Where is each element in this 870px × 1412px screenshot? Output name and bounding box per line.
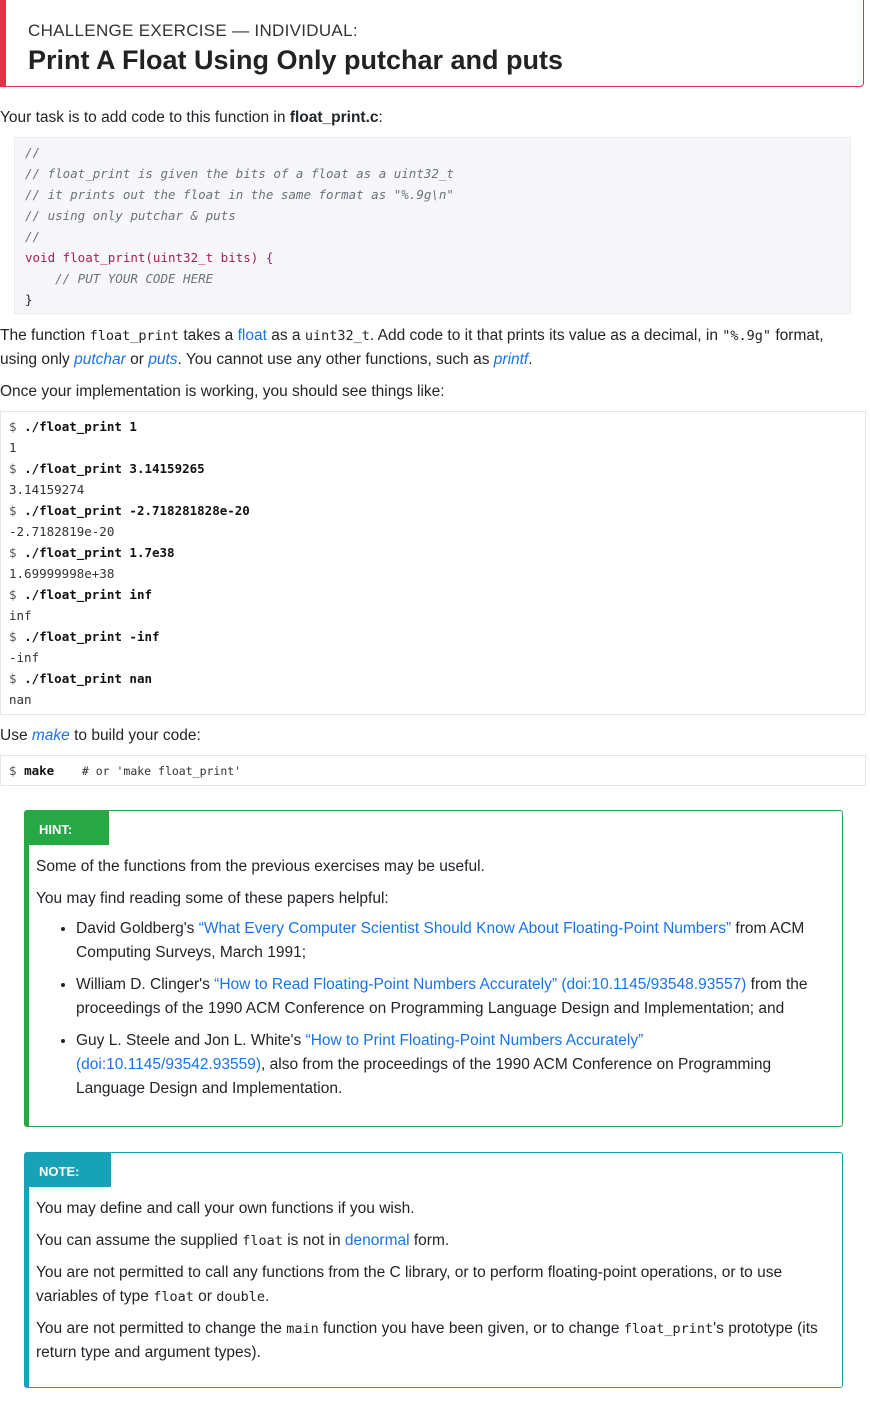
prompt: $ — [9, 545, 25, 560]
text: from ACM Computing Surveys, March 1991; — [76, 920, 805, 961]
prompt: $ — [9, 763, 25, 778]
goldberg-paper-link[interactable]: “What Every Computer Scientist Should Know About Floating-Point Numbers” — [198, 920, 732, 937]
inline-code: main — [286, 1321, 319, 1337]
inline-code: uint32_t — [304, 328, 370, 344]
prompt: $ — [9, 587, 25, 602]
text: form. — [409, 1232, 450, 1249]
text: format, — [771, 327, 824, 344]
printf-link[interactable]: printf — [493, 351, 529, 368]
text: function you have been given, or to change — [318, 1320, 624, 1337]
denormal-link[interactable]: denormal — [344, 1232, 410, 1249]
code-line: // — [25, 229, 41, 244]
paper-list — [36, 917, 836, 1109]
puts-link[interactable]: puts — [148, 351, 178, 368]
text: , also from the proceedings of the 1990 ACM Conference on Programming Language Design and Implementation. — [76, 1056, 772, 1097]
command: ./float_print 1.7e38 — [24, 545, 175, 560]
code-line: // float_print is given the bits of a float as a uint32_t — [25, 166, 454, 181]
intro-text: Your task is to add code to this function in — [0, 109, 290, 126]
text: . You cannot use any other functions, such as — [177, 351, 494, 368]
intro-paragraph — [0, 106, 860, 130]
note-text-3 — [36, 1261, 836, 1309]
text: is not in — [282, 1232, 345, 1249]
text: as a — [266, 327, 305, 344]
text: You are not permitted to call any functions from the C library, or to perform floating-point operations, or to use variables of type — [36, 1264, 783, 1305]
text: takes a — [179, 327, 238, 344]
terminal-output: 1.69999998e+38 — [9, 566, 115, 581]
float-link[interactable]: float — [237, 327, 267, 344]
list-item — [76, 973, 836, 1021]
command: ./float_print -2.718281828e-20 — [24, 503, 250, 518]
description-line-3: Once your implementation is working, you should see things like: — [0, 383, 445, 400]
terminal-output: -inf — [9, 650, 40, 665]
terminal-command-line — [9, 419, 137, 434]
description-line-2 — [0, 348, 860, 372]
steele-white-paper-link[interactable]: “How to Print Floating-Point Numbers Accurately” (doi:10.1145/93542.93559) — [76, 1032, 644, 1073]
note-callout — [24, 1152, 843, 1388]
hint-tag: HINT: — [29, 811, 109, 845]
terminal-command-line — [9, 461, 205, 476]
exercise-header — [0, 0, 864, 87]
inline-code: float_print — [623, 1321, 714, 1337]
terminal-command-line — [9, 545, 175, 560]
command: ./float_print -inf — [24, 629, 160, 644]
command: ./float_print nan — [24, 671, 152, 686]
inline-code: double — [216, 1289, 266, 1305]
prompt: $ — [9, 629, 25, 644]
text: to build your code: — [69, 727, 201, 744]
code-snippet — [14, 137, 851, 314]
terminal-output: 1 — [9, 440, 17, 455]
list-item — [76, 1029, 836, 1101]
code-line: } — [25, 292, 33, 307]
terminal-command-line — [9, 671, 152, 686]
terminal-output: nan — [9, 692, 32, 707]
text: using only — [0, 351, 75, 368]
prompt: $ — [9, 461, 25, 476]
inline-code: float_print — [89, 328, 180, 344]
page-title: Print A Float Using Only putchar and puts — [28, 45, 564, 75]
text: You can assume the supplied — [36, 1232, 243, 1249]
note-text-2 — [36, 1229, 836, 1253]
command: ./float_print 3.14159265 — [24, 461, 205, 476]
text: . — [265, 1288, 270, 1305]
text: . Add code to it that prints its value as a decimal, in — [369, 327, 723, 344]
text: . — [528, 351, 533, 368]
text: David Goldberg's — [76, 920, 199, 937]
code-line: // it prints out the float in the same format as "%.9g\n" — [25, 187, 454, 202]
terminal-command-line — [9, 503, 250, 518]
description-line-1 — [0, 324, 860, 348]
command: make — [24, 763, 55, 778]
prompt: $ — [9, 503, 25, 518]
terminal-output: inf — [9, 608, 32, 623]
clinger-paper-link[interactable]: “How to Read Floating-Point Numbers Accurately” (doi:10.1145/93548.93557) — [214, 976, 747, 993]
text: from the proceedings of the 1990 ACM Conference on Programming Language Design and Implementation; and — [76, 976, 808, 1017]
text: Use — [0, 727, 32, 744]
note-text-4 — [36, 1317, 836, 1365]
terminal-output: 3.14159274 — [9, 482, 85, 497]
command: ./float_print 1 — [24, 419, 137, 434]
text: William D. Clinger's — [76, 976, 215, 993]
text: You are not permitted to change the — [36, 1320, 287, 1337]
hint-text-1: Some of the functions from the previous exercises may be useful. — [36, 858, 485, 875]
text: Guy L. Steele and Jon L. White's — [76, 1032, 306, 1049]
terminal-output: -2.7182819e-20 — [9, 524, 115, 539]
terminal-command-line — [9, 587, 152, 602]
code-line: // PUT YOUR CODE HERE — [25, 271, 214, 286]
note-tag: NOTE: — [29, 1153, 111, 1187]
intro-colon: : — [378, 109, 383, 126]
putchar-link[interactable]: putchar — [74, 351, 126, 368]
make-command-box — [0, 755, 866, 786]
make-paragraph — [0, 724, 860, 748]
terminal-command-line — [9, 629, 160, 644]
terminal-example — [0, 411, 866, 715]
inline-code: float — [153, 1289, 194, 1305]
text: The function — [0, 327, 90, 344]
code-line: // — [25, 145, 41, 160]
intro-filename: float_print.c — [289, 109, 379, 126]
note-text-1: You may define and call your own functions if you wish. — [36, 1200, 415, 1217]
text: or — [125, 351, 149, 368]
make-command-line — [9, 763, 241, 778]
hint-text-2: You may find reading some of these papers helpful: — [36, 890, 389, 907]
inline-code: float — [242, 1233, 283, 1249]
inline-code: "%.9g" — [722, 328, 772, 344]
prompt: $ — [9, 419, 25, 434]
make-link[interactable]: make — [31, 727, 70, 744]
code-line: void float_print(uint32_t bits) { — [25, 250, 274, 265]
exercise-kicker: CHALLENGE EXERCISE — INDIVIDUAL: — [28, 21, 358, 40]
command-comment: # or 'make float_print' — [54, 764, 242, 778]
text: or — [193, 1288, 217, 1305]
prompt: $ — [9, 671, 25, 686]
code-line: // using only putchar & puts — [25, 208, 236, 223]
hint-callout — [24, 810, 843, 1127]
command: ./float_print inf — [24, 587, 152, 602]
list-item — [76, 917, 836, 965]
text: 's prototype (its return type and argument types). — [36, 1320, 818, 1361]
